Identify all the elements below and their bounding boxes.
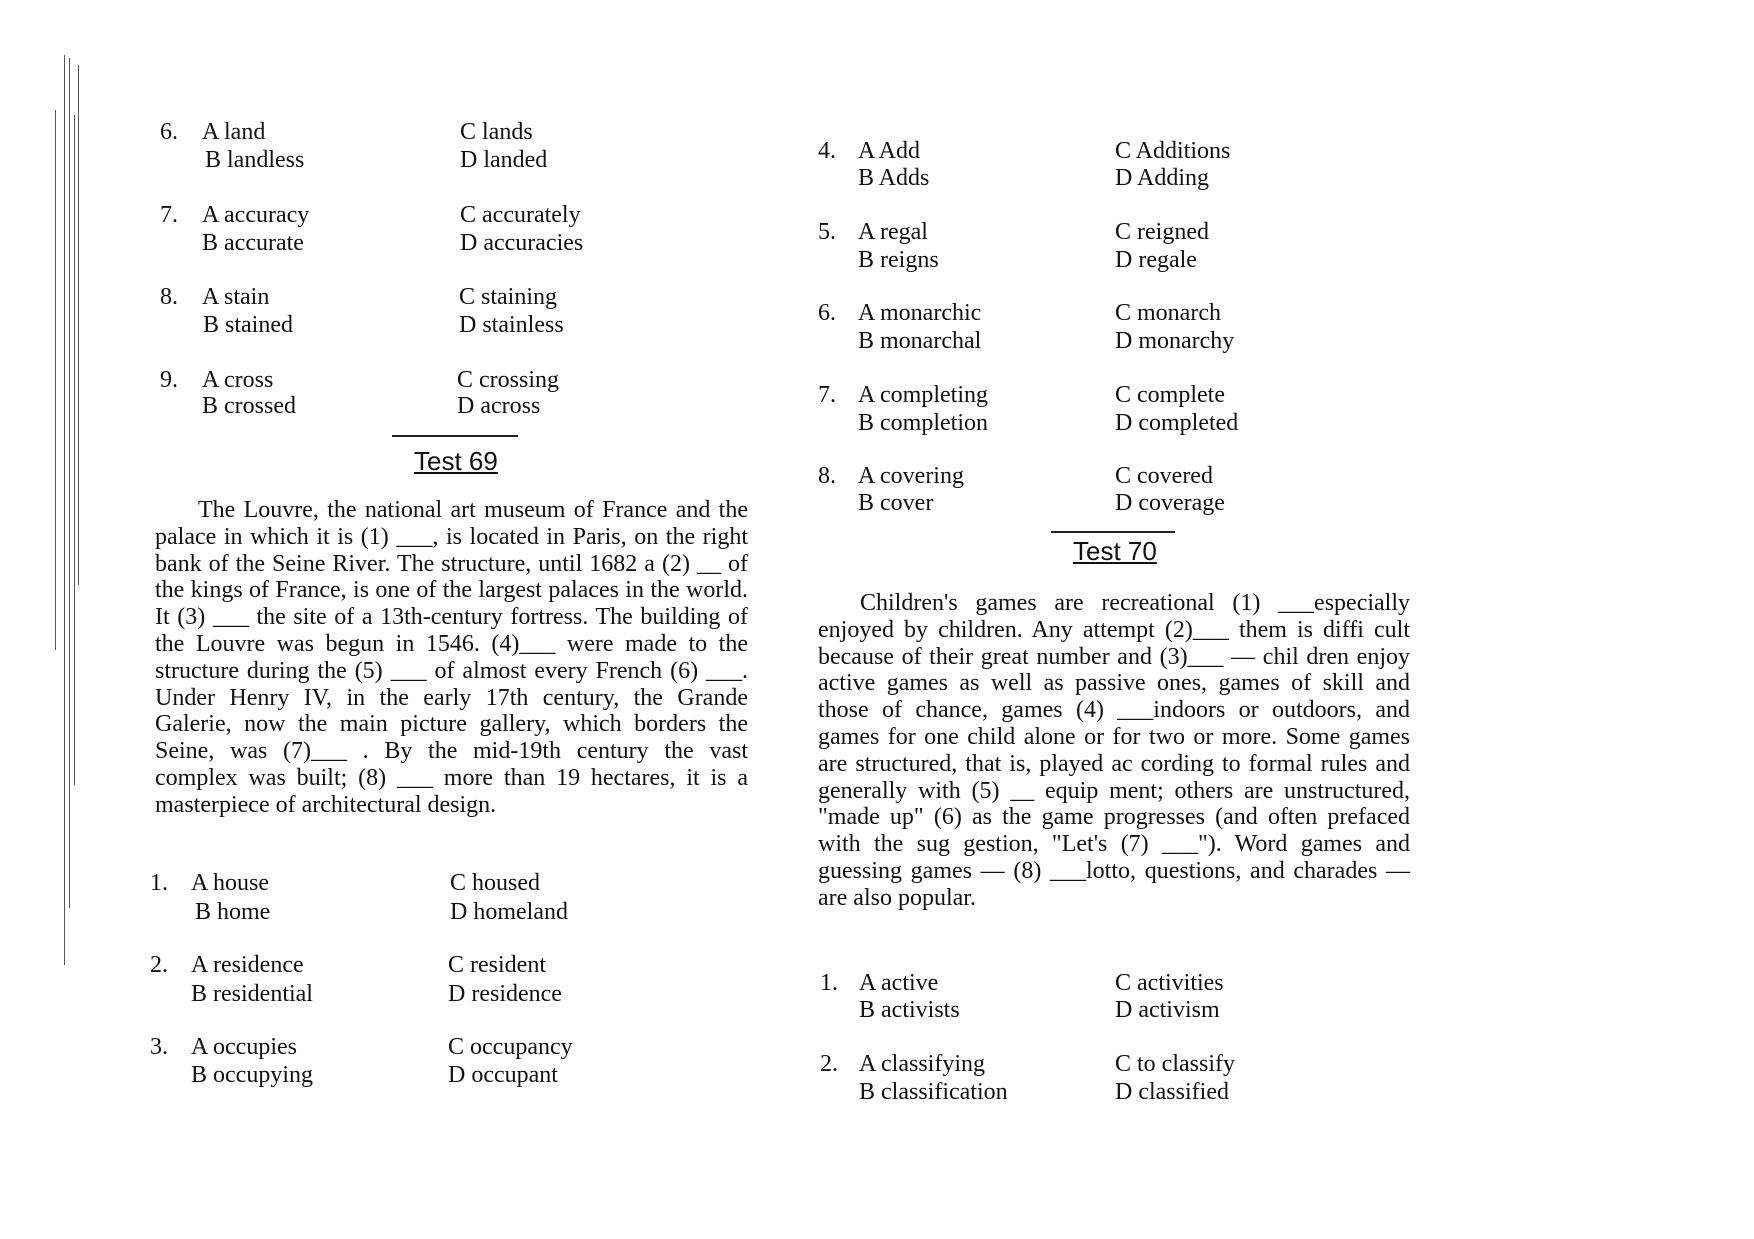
option-b: B monarchal [858, 328, 982, 354]
option-b: B activists [859, 997, 960, 1023]
question-number: 1. [150, 870, 168, 896]
option-c: C to classify [1115, 1051, 1235, 1077]
option-c: C monarch [1115, 300, 1221, 326]
test-title: Test 69 [414, 446, 498, 476]
option-d: D completed [1115, 410, 1239, 436]
option-a: A occupies [191, 1034, 297, 1060]
question-number: 3. [150, 1034, 168, 1060]
question-number: 8. [818, 463, 836, 489]
question-number: 6. [160, 119, 178, 145]
reading-passage: Children's games are recreational (1) ___especially enjoyed by children. Any attempt (2)___ them is diffi cult because of their great number and (3)___ — chil dren enjoy active games as well as passive ones, games of skill and those of chance, games (4) ___indoors or outdoors, and games for one child alone or for two or more. Some games are structured, that is, played ac cording to formal rules and generally with (5) __ equip ment; others are unstructured, "made up" (6) as the game progresses (and often prefaced with the sug gestion, "Let's (7) ___"). Word games and guessing games — (8) ___lotto, questions, and charades — are also popular. [818, 590, 1410, 911]
margin-line [74, 115, 75, 785]
option-a: A Add [858, 138, 921, 164]
question-number: 7. [160, 202, 178, 228]
test-title: Test 70 [1073, 536, 1157, 566]
option-a: A completing [858, 382, 988, 408]
option-d: D monarchy [1115, 328, 1235, 354]
option-b: B cover [858, 490, 934, 516]
option-a: A active [859, 970, 939, 996]
option-d: D classified [1115, 1079, 1229, 1105]
option-b: B stained [203, 312, 293, 338]
option-b: B Adds [858, 165, 930, 191]
section-rule [1051, 531, 1175, 533]
option-c: C housed [450, 870, 540, 896]
option-c: C resident [448, 952, 546, 978]
option-c: C crossing [457, 367, 559, 393]
option-a: A cross [202, 367, 274, 393]
option-d: D homeland [450, 899, 568, 925]
option-d: D residence [448, 981, 562, 1007]
question-number: 8. [160, 284, 178, 310]
margin-line [55, 110, 56, 650]
option-c: C covered [1115, 463, 1213, 489]
option-a: A residence [191, 952, 304, 978]
option-c: C lands [460, 119, 533, 145]
option-b: B accurate [202, 230, 304, 256]
option-b: B landless [205, 147, 305, 173]
option-c: C activities [1115, 970, 1224, 996]
option-b: B residential [191, 981, 313, 1007]
option-d: D occupant [448, 1062, 558, 1088]
reading-passage: The Louvre, the national art museum of France and the palace in which it is (1) ___, is located in Paris, on the right bank of the Seine River. The structure, until 1682 a (2) __ of the kings of France, is one of the largest palaces in the world. It (3) ___ the site of a 13th-century fortress. The building of the Louvre was begun in 1546. (4)___ were made to the structure during the (5) ___ of almost every French (6) ___. Under Henry IV, in the early 17th century, the Grande Galerie, now the main picture gallery, which borders the Seine, was (7)___ . By the mid-19th century the vast complex was built; (8) ___ more than 19 hectares, it is a masterpiece of architectural design. [155, 497, 748, 818]
question-number: 6. [818, 300, 836, 326]
option-d: D stainless [459, 312, 564, 338]
option-a: A monarchic [858, 300, 982, 326]
option-c: C reigned [1115, 219, 1209, 245]
option-d: D landed [460, 147, 548, 173]
option-d: D across [457, 393, 541, 419]
option-c: C staining [459, 284, 558, 310]
section-rule [392, 435, 518, 437]
option-c: C occupancy [448, 1034, 573, 1060]
option-d: D Adding [1115, 165, 1210, 191]
option-b: B completion [858, 410, 988, 436]
option-c: C complete [1115, 382, 1225, 408]
option-a: A classifying [859, 1051, 985, 1077]
option-b: B home [195, 899, 271, 925]
option-d: D activism [1115, 997, 1220, 1023]
question-number: 5. [818, 219, 836, 245]
option-d: D coverage [1115, 490, 1225, 516]
margin-line [78, 65, 79, 585]
question-number: 2. [820, 1051, 838, 1077]
option-a: A regal [858, 219, 928, 245]
option-a: A stain [202, 284, 270, 310]
option-b: B reigns [858, 247, 939, 273]
option-a: A covering [858, 463, 964, 489]
question-number: 7. [818, 382, 836, 408]
option-d: D accuracies [460, 230, 584, 256]
option-a: A land [202, 119, 266, 145]
question-number: 4. [818, 138, 836, 164]
question-number: 2. [150, 952, 168, 978]
margin-line [64, 55, 65, 965]
option-b: B classification [859, 1079, 1008, 1105]
option-b: B crossed [202, 393, 296, 419]
option-c: C accurately [460, 202, 581, 228]
question-number: 1. [820, 970, 838, 996]
margin-line [69, 58, 70, 908]
option-a: A house [191, 870, 269, 896]
option-b: B occupying [191, 1062, 313, 1088]
option-d: D regale [1115, 247, 1197, 273]
option-a: A accuracy [202, 202, 310, 228]
option-c: C Additions [1115, 138, 1231, 164]
question-number: 9. [160, 367, 178, 393]
